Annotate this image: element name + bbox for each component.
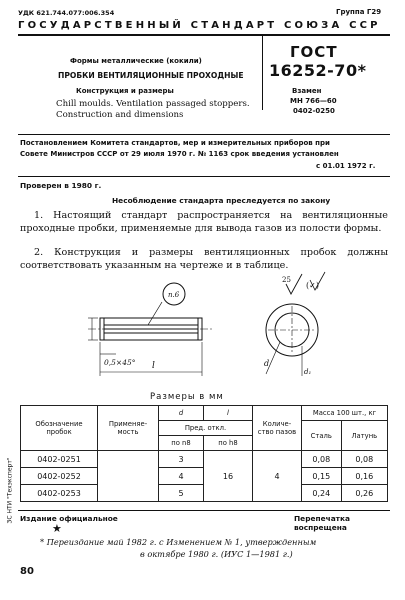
- decree-line3: с 01.01 1972 г.: [316, 162, 376, 170]
- row-qty: 4: [253, 451, 302, 502]
- row-d: 3: [159, 451, 204, 468]
- chamfer-label: 0,5×45°: [104, 358, 136, 367]
- col-l: l: [204, 406, 253, 421]
- group-code: Группа Г29: [336, 8, 382, 16]
- title-divider: [262, 36, 263, 110]
- replaces-label: Взамен: [292, 87, 322, 95]
- paragraph-1: 1. Настоящий стандарт распространяется на вентиляционные проходные пробки, применяемые для вывода газов из полости формы.: [20, 210, 388, 234]
- row-steel: 0,24: [302, 485, 342, 502]
- header-rule: [18, 34, 390, 36]
- dia-label: d: [264, 359, 270, 368]
- table-row: [21, 451, 388, 468]
- stopper-drawing: [40, 270, 370, 390]
- decree-bottom-rule: [18, 176, 390, 177]
- col-mass: Масса 100 шт., кг: [302, 406, 388, 421]
- row-steel: 0,15: [302, 468, 342, 485]
- row-d: 4: [159, 468, 204, 485]
- title-en1: Chill moulds. Ventilation passaged stoppers.: [56, 99, 250, 109]
- col-steel: Сталь: [302, 421, 342, 451]
- state-standard-title: ГОСУДАРСТВЕННЫЙ СТАНДАРТ СОЮЗА ССР: [18, 20, 381, 31]
- checked-note: Проверен в 1980 г.: [20, 181, 102, 190]
- page-number: 80: [20, 566, 34, 577]
- reissue-note-line2: в октябре 1980 г. (ИУС 1—1981 г.): [140, 549, 293, 559]
- paragraph-2: 2. Конструкция и размеры вентиляционных пробок должны соответствовать указанным на чертеже и в таблице.: [20, 247, 388, 271]
- col-tolerance: Пред. откл.: [159, 421, 253, 436]
- table-caption: Размеры в мм: [150, 392, 224, 402]
- col-application: Применяе-мость: [98, 406, 159, 451]
- official-edition: Издание официальное: [20, 514, 118, 523]
- dimensions-table: [20, 405, 388, 502]
- penalty-note: Несоблюдение стандарта преследуется по закону: [112, 196, 331, 205]
- row-designation: 0402-0252: [21, 468, 98, 485]
- reprint-prohibited: Перепечатка воспрещена: [294, 514, 350, 532]
- title-line3: Конструкция и размеры: [76, 87, 174, 95]
- row-d: 5: [159, 485, 204, 502]
- col-qty: Количе-ство пазов: [253, 406, 302, 451]
- thread-ref-label: п.6: [168, 291, 180, 299]
- title-line2: ПРОБКИ ВЕНТИЛЯЦИОННЫЕ ПРОХОДНЫЕ: [58, 71, 244, 80]
- row-designation: 0402-0253: [21, 485, 98, 502]
- gost-label: ГОСТ: [290, 43, 338, 61]
- col-tol-l: по h8: [204, 436, 253, 451]
- col-d: d: [159, 406, 204, 421]
- title-line1: Формы металлические (кокили): [70, 57, 202, 65]
- length-label: l: [152, 361, 155, 371]
- footer-rule: [18, 510, 390, 511]
- row-designation: 0402-0251: [21, 451, 98, 468]
- title-en2: Construction and dimensions: [56, 110, 184, 120]
- decree-line2: Совете Министров СССР от 29 июля 1970 г. № 1163 срок введения установлен: [20, 150, 339, 158]
- row-l: 16: [204, 451, 253, 502]
- row-brass: 0,16: [341, 468, 387, 485]
- col-brass: Латунь: [341, 421, 387, 451]
- udk-code: УДК 621.744.077:006.354: [18, 9, 115, 17]
- col-designation: Обозначение пробок: [21, 406, 98, 451]
- col-tol-d: по n8: [159, 436, 204, 451]
- row-steel: 0,08: [302, 451, 342, 468]
- roughness-extra: (✓): [306, 281, 319, 290]
- gost-number: 16252-70*: [269, 61, 367, 80]
- roughness-value: 25: [282, 276, 291, 284]
- decree-top-rule: [18, 134, 390, 135]
- row-application: [98, 451, 159, 502]
- side-stamp: ЗС НТИ "Техэксперт": [6, 457, 14, 524]
- row-brass: 0,08: [341, 451, 387, 468]
- row-brass: 0,26: [341, 485, 387, 502]
- replaces-code2: 0402-0250: [293, 107, 335, 115]
- decree-line1: Постановлением Комитета стандартов, мер и измерительных приборов при: [20, 139, 330, 147]
- replaces-code1: МН 766—60: [290, 97, 337, 105]
- dia2-label: d₁: [304, 368, 312, 376]
- reissue-note-line1: * Переиздание май 1982 г. с Изменением № 1, утвержденным: [40, 537, 317, 547]
- star-icon: ★: [52, 522, 62, 535]
